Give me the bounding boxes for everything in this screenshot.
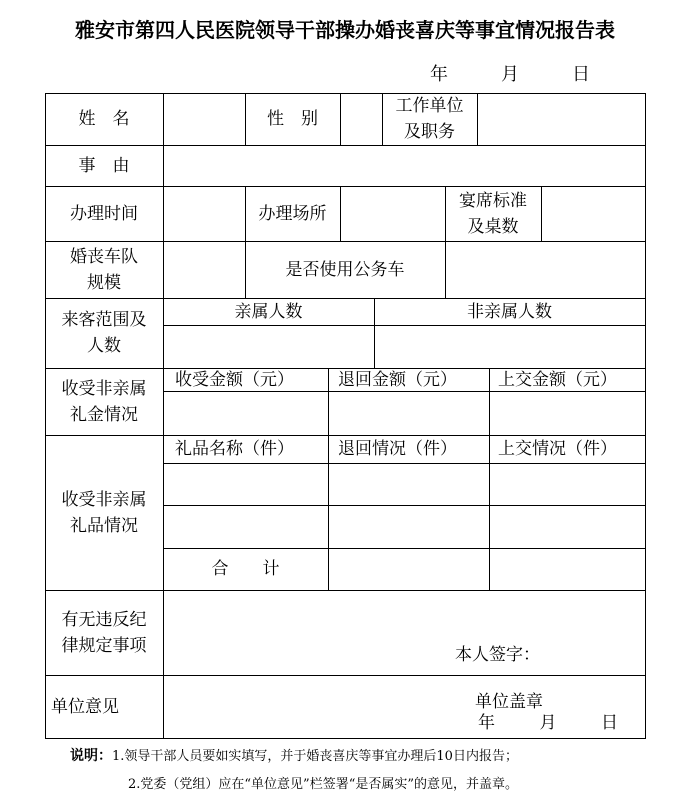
gift-items-label: 收受非亲属 礼品情况 (61, 489, 147, 536)
seal-day-label: 日 (601, 713, 618, 733)
seal-month-label: 月 (539, 713, 557, 733)
unit-position-label: 工作单位 及职务 (395, 96, 464, 142)
seal-date (478, 711, 618, 735)
total-returned-field[interactable] (328, 548, 489, 590)
motorcade-label: 婚丧车队 规模 (70, 246, 138, 293)
received-amount-label: 收受金额（元） (175, 369, 294, 390)
name-label: 姓 名 (78, 109, 130, 129)
relatives-field[interactable] (163, 325, 374, 368)
gender-label: 性 别 (267, 109, 318, 129)
total-handed-field[interactable] (489, 548, 645, 590)
seal-year-label: 年 (478, 713, 495, 733)
year-label: 年 (430, 64, 448, 85)
day-label: 日 (572, 64, 590, 85)
place-field[interactable] (340, 186, 445, 241)
name-field[interactable] (163, 93, 245, 145)
returned-amount-field[interactable] (328, 391, 489, 435)
received-amount-field[interactable] (163, 391, 328, 435)
instruction-line-2: 2.党委（党组）应在“单位意见”栏签署“是否属实”的意见，并盖章。 (128, 777, 518, 792)
instruction-line-1 (70, 742, 518, 771)
report-table (45, 93, 645, 738)
reason-label: 事 由 (78, 155, 130, 176)
guests-label: 来客范围及 人数 (61, 310, 147, 356)
handed-amount-label: 上交金额（元） (498, 369, 617, 390)
handed-amount-field[interactable] (489, 391, 645, 435)
form-title: 雅安市第四人民医院领导干部操办婚丧喜庆等事宜情况报告表 (75, 18, 615, 42)
official-car-label: 是否使用公务车 (285, 259, 405, 280)
unit-seal-label: 单位盖章 (475, 692, 543, 712)
motorcade-field[interactable] (163, 241, 245, 298)
gift-returned-label: 退回情况（件） (338, 439, 457, 459)
gift-returned-field-1[interactable] (328, 463, 489, 505)
instructions (70, 742, 518, 799)
cash-gifts-label: 收受非亲属 礼金情况 (61, 378, 147, 425)
returned-amount-label: 退回金额（元） (338, 369, 457, 390)
violation-field[interactable] (163, 590, 645, 675)
gift-name-field-1[interactable] (163, 463, 328, 505)
gender-field[interactable] (340, 93, 382, 145)
month-label: 月 (501, 64, 519, 85)
instruction-text-1: 1.领导干部人员要如实填写，并于婚丧喜庆等事宜办理后10日内报告； (112, 749, 518, 764)
gift-name-field-2[interactable] (163, 505, 328, 548)
gift-handed-field-2[interactable] (489, 505, 645, 548)
gift-handed-field-1[interactable] (489, 463, 645, 505)
gift-handed-label: 上交情况（件） (498, 439, 617, 459)
time-field[interactable] (163, 186, 245, 241)
report-date (430, 60, 590, 86)
gift-returned-field-2[interactable] (328, 505, 489, 548)
violation-label: 有无违反纪 律规定事项 (61, 609, 147, 656)
banquet-field[interactable] (541, 186, 645, 241)
non-relatives-label: 非亲属人数 (467, 301, 552, 322)
time-label: 办理时间 (70, 203, 138, 224)
gift-name-label: 礼品名称（件） (175, 439, 294, 459)
official-car-field[interactable] (445, 241, 645, 298)
banquet-label: 宴席标准 及桌数 (459, 190, 527, 237)
place-label: 办理场所 (258, 203, 327, 224)
unit-opinion-label: 单位意见 (51, 696, 119, 717)
non-relatives-field[interactable] (374, 325, 645, 368)
total-label: 合 计 (211, 559, 280, 579)
instructions-label: 说明： (70, 748, 112, 764)
relatives-label: 亲属人数 (234, 301, 303, 322)
unit-position-field[interactable] (477, 93, 645, 145)
signature-label: 本人签字： (455, 645, 540, 665)
reason-field[interactable] (163, 145, 645, 186)
